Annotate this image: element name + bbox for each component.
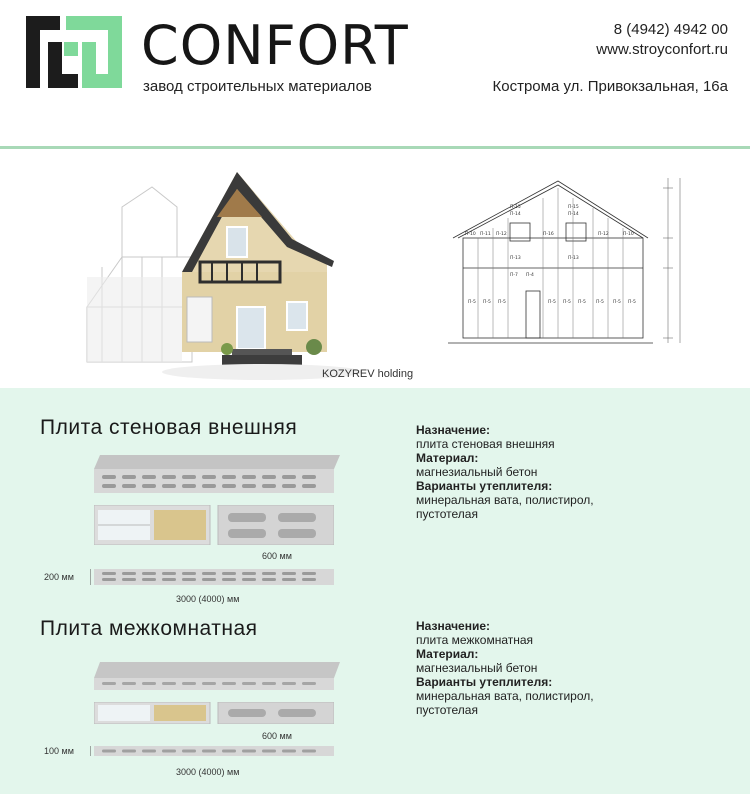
svg-text:П-5: П-5 [548,300,556,305]
svg-text:П-5: П-5 [578,300,586,305]
thickness-dimension: 200 мм [44,572,74,582]
tagline: завод строительных материалов [143,78,372,95]
svg-text:П-5: П-5 [628,300,636,305]
svg-text:П-11: П-11 [480,232,491,237]
width-dimension: 600 мм [262,731,292,741]
house-render-image [82,167,362,382]
purpose-label: Назначение: [416,619,491,633]
insulation-value: минеральная вата, полистирол, [416,493,594,507]
purpose-value: плита стеновая внешняя [416,437,555,451]
material-value: магнезиальный бетон [416,465,538,479]
purpose-value: плита межкомнатная [416,633,534,647]
insulation-label: Варианты утеплителя: [416,479,553,493]
insulation-value: пустотелая [416,703,478,717]
svg-text:П-14: П-14 [568,212,579,217]
width-dimension: 600 мм [262,551,292,561]
insulation-value: минеральная вата, полистирол, [416,689,594,703]
material-value: магнезиальный бетон [416,661,538,675]
svg-text:П-12: П-12 [598,232,609,237]
svg-text:П-5: П-5 [498,300,506,305]
product-title: Плита стеновая внешняя [40,416,298,439]
thickness-dimension: 100 мм [44,746,74,756]
partition-panel-image [90,662,340,692]
brand-name: CONFORT [141,14,409,77]
svg-text:П-13: П-13 [568,256,579,261]
material-label: Материал: [416,647,479,661]
product-specs [416,423,594,521]
product-specs [416,619,594,717]
length-dimension: 3000 (4000) мм [176,767,240,777]
logo-icon [26,16,122,88]
phone-number[interactable]: 8 (4942) 4942 00 [613,21,728,38]
website-link[interactable]: www.stroyconfort.ru [596,41,728,58]
svg-text:П-7: П-7 [510,273,518,278]
svg-text:П-15: П-15 [568,205,579,210]
purpose-label: Назначение: [416,423,491,437]
products-section [0,388,750,794]
material-label: Материал: [416,451,479,465]
panel-side-view [90,567,340,587]
svg-text:П-12: П-12 [496,232,507,237]
product-title: Плита межкомнатная [40,617,258,640]
header [0,0,750,146]
svg-text:П-13: П-13 [510,256,521,261]
svg-text:П-5: П-5 [613,300,621,305]
insulation-label: Варианты утеплителя: [416,675,553,689]
wall-panel-image [90,455,340,497]
partition-cross-section-image [94,702,334,724]
insulation-value: пустотелая [416,507,478,521]
svg-text:П-5: П-5 [468,300,476,305]
address: Кострома ул. Привокзальная, 16а [492,78,728,95]
panel-cross-section-image [94,505,334,545]
svg-text:П-16: П-16 [543,232,554,237]
svg-text:П-5: П-5 [483,300,491,305]
svg-text:П-5: П-5 [563,300,571,305]
svg-text:П-4: П-4 [526,273,534,278]
partition-side-view [90,744,340,758]
svg-text:П-14: П-14 [510,212,521,217]
house-caption: KOZYREV holding [322,368,414,380]
svg-text:П-5: П-5 [596,300,604,305]
svg-text:П-10: П-10 [465,232,476,237]
length-dimension: 3000 (4000) мм [176,594,240,604]
house-section [0,149,750,387]
svg-text:П-15: П-15 [510,205,521,210]
svg-text:П-10: П-10 [623,232,634,237]
elevation-drawing [448,173,688,363]
contacts [596,20,728,60]
